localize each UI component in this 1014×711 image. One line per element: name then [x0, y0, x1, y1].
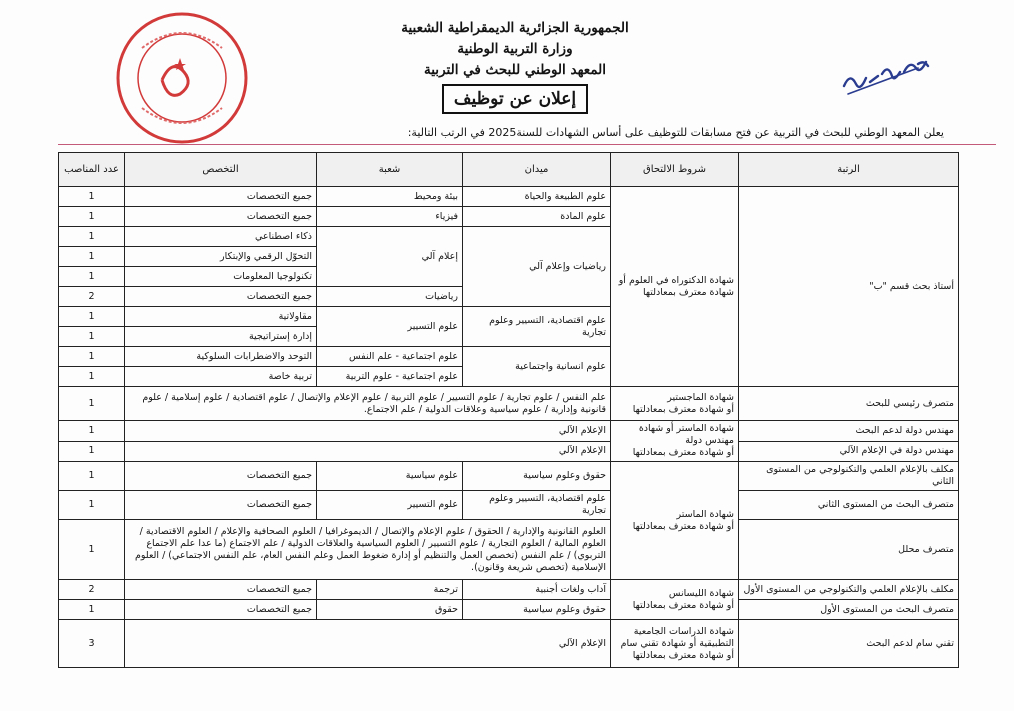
- count-cell: 1: [59, 387, 125, 421]
- field-cell: حقوق وعلوم سياسية: [463, 600, 611, 620]
- count-cell: 1: [59, 327, 125, 347]
- col-count: عدد المناصب: [59, 153, 125, 187]
- field-cell: علوم الطبيعة والحياة: [463, 187, 611, 207]
- field-cell: حقوق وعلوم سياسية: [463, 462, 611, 491]
- field-cell: الإعلام الآلي: [125, 620, 611, 668]
- table-row: [59, 421, 959, 442]
- branch-cell: ترجمة: [317, 580, 463, 600]
- count-cell: 1: [59, 491, 125, 520]
- specialty-cell: جميع التخصصات: [125, 287, 317, 307]
- col-conditions: شروط الالتحاق: [611, 153, 739, 187]
- institute-line: المعهد الوطني للبحث في التربية: [424, 62, 606, 78]
- recruitment-table: [58, 152, 959, 668]
- field-cell: العلوم القانونية والإدارية / الحقوق / علوم الإعلام والإتصال / الديموغرافيا / العلوم الصحافية والإعلام / العلوم الاقتصادية / العلوم المالية / العلوم التجارية / علوم التسيير / العلوم السياسية والعلاقات الدولية / علم الاجتماع (ما عدا علم الاجتماع التربوي) / علم النفس (تخصص العمل والتنظيم أو إدارة ضغوط العمل وعلم النفس العام، علم النفس الاجتماعي) / العلوم الإسلامية (تخصص شريعة وقانون).: [125, 520, 611, 580]
- field-cell: علوم اقتصادية، التسيير وعلوم تجارية: [463, 307, 611, 347]
- table-row: [59, 491, 959, 520]
- field-cell: علوم المادة: [463, 207, 611, 227]
- count-cell: 1: [59, 441, 125, 462]
- table-row: [59, 600, 959, 620]
- table-header-row: [59, 153, 959, 187]
- rank-cell: متصرف البحث من المستوى الأول: [739, 600, 959, 620]
- count-cell: 1: [59, 347, 125, 367]
- rank-cell: مهندس دولة لدعم البحث: [739, 421, 959, 442]
- rank-cell: متصرف البحث من المستوى الثاني: [739, 491, 959, 520]
- rank-cell: مكلف بالإعلام العلمي والتكنولوجي من المستوى الثاني: [739, 462, 959, 491]
- rank-cell: مكلف بالإعلام العلمي والتكنولوجي من المستوى الأول: [739, 580, 959, 600]
- rank-cell: تقني سام لدعم البحث: [739, 620, 959, 668]
- table-row: [59, 441, 959, 462]
- specialty-cell: تربية خاصة: [125, 367, 317, 387]
- table-row: [59, 462, 959, 491]
- field-cell: آداب ولغات أجنبية: [463, 580, 611, 600]
- branch-cell: فيزياء: [317, 207, 463, 227]
- field-cell: الإعلام الآلي: [125, 441, 611, 462]
- branch-cell: إعلام آلي: [317, 227, 463, 287]
- count-cell: 2: [59, 287, 125, 307]
- rank-cell: متصرف رئيسي للبحث: [739, 387, 959, 421]
- count-cell: 1: [59, 267, 125, 287]
- conditions-cell: شهادة الليسانس أو شهادة معترف بمعادلتها: [611, 580, 739, 620]
- specialty-cell: مقاولاتية: [125, 307, 317, 327]
- table-row: [59, 520, 959, 580]
- ministry-line: وزارة التربية الوطنية: [457, 41, 573, 57]
- conditions-cell: شهادة الدراسات الجامعية التطبيقية أو شهادة تقني سام أو شهادة معترف بمعادلتها: [611, 620, 739, 668]
- count-cell: 1: [59, 307, 125, 327]
- specialty-cell: جميع التخصصات: [125, 600, 317, 620]
- col-rank: الرتبة: [739, 153, 959, 187]
- field-cell: علوم اقتصادية، التسيير وعلوم تجارية: [463, 491, 611, 520]
- document-title: إعلان عن توظيف: [442, 84, 588, 114]
- specialty-cell: جميع التخصصات: [125, 187, 317, 207]
- official-stamp: [112, 8, 252, 148]
- intro-paragraph: يعلن المعهد الوطني للبحث في التربية عن فتح مسابقات للتوظيف على أساس الشهادات للسنة2025 في الرتب التالية:: [407, 126, 944, 139]
- specialty-cell: ذكاء اصطناعي: [125, 227, 317, 247]
- specialty-cell: جميع التخصصات: [125, 580, 317, 600]
- rank-cell: متصرف محلل: [739, 520, 959, 580]
- branch-cell: بيئة ومحيط: [317, 187, 463, 207]
- handwritten-date: [838, 52, 938, 98]
- count-cell: 1: [59, 421, 125, 442]
- branch-cell: حقوق: [317, 600, 463, 620]
- col-field: ميدان: [463, 153, 611, 187]
- specialty-cell: تكنولوجيا المعلومات: [125, 267, 317, 287]
- branch-cell: رياضيات: [317, 287, 463, 307]
- specialty-cell: جميع التخصصات: [125, 462, 317, 491]
- rank-cell: أستاذ بحث قسم "ب": [739, 187, 959, 387]
- branch-cell: علوم التسيير: [317, 307, 463, 347]
- rank-cell: مهندس دولة في الإعلام الآلي: [739, 441, 959, 462]
- count-cell: 1: [59, 600, 125, 620]
- separator-line: [58, 144, 996, 145]
- field-cell: علوم انسانية واجتماعية: [463, 347, 611, 387]
- conditions-cell: شهادة الماستر أو شهادة معترف بمعادلتها: [611, 462, 739, 580]
- republic-line: الجمهورية الجزائرية الديمقراطية الشعبية: [401, 20, 629, 36]
- specialty-cell: جميع التخصصات: [125, 491, 317, 520]
- count-cell: 1: [59, 462, 125, 491]
- table-row: [59, 387, 959, 421]
- specialty-cell: جميع التخصصات: [125, 207, 317, 227]
- specialty-cell: التوحد والاضطرابات السلوكية: [125, 347, 317, 367]
- specialty-cell: التحوّل الرقمي والإبتكار: [125, 247, 317, 267]
- conditions-cell: شهادة الماستر أو شهادة مهندس دولة أو شهادة معترف بمعادلتها: [611, 421, 739, 462]
- field-cell: رياضيات وإعلام آلي: [463, 227, 611, 307]
- count-cell: 2: [59, 580, 125, 600]
- count-cell: 1: [59, 367, 125, 387]
- count-cell: 1: [59, 187, 125, 207]
- table-row: [59, 187, 959, 207]
- field-cell: الإعلام الآلي: [125, 421, 611, 442]
- count-cell: 1: [59, 227, 125, 247]
- count-cell: 1: [59, 207, 125, 227]
- conditions-cell: شهادة الدكتوراه في العلوم أو شهادة معترف بمعادلتها: [611, 187, 739, 387]
- col-branch: شعبة: [317, 153, 463, 187]
- count-cell: 3: [59, 620, 125, 668]
- branch-cell: علوم اجتماعية - علوم التربية: [317, 367, 463, 387]
- conditions-cell: شهادة الماجستير أو شهادة معترف بمعادلتها: [611, 387, 739, 421]
- field-cell: علم النفس / علوم تجارية / علوم التسيير / علوم التربية / علوم الإعلام والإتصال / علوم اقتصادية / علوم إسلامية / علوم قانونية وإدارية / علوم سياسية وعلاقات الدولية / علم الاجتماع.: [125, 387, 611, 421]
- branch-cell: علوم سياسية: [317, 462, 463, 491]
- count-cell: 1: [59, 247, 125, 267]
- document-header: [380, 18, 650, 114]
- specialty-cell: إدارة إستراتيجية: [125, 327, 317, 347]
- count-cell: 1: [59, 520, 125, 580]
- branch-cell: علوم اجتماعية - علم النفس: [317, 347, 463, 367]
- col-specialty: التخصص: [125, 153, 317, 187]
- table-row: [59, 620, 959, 668]
- branch-cell: علوم التسيير: [317, 491, 463, 520]
- table-row: [59, 580, 959, 600]
